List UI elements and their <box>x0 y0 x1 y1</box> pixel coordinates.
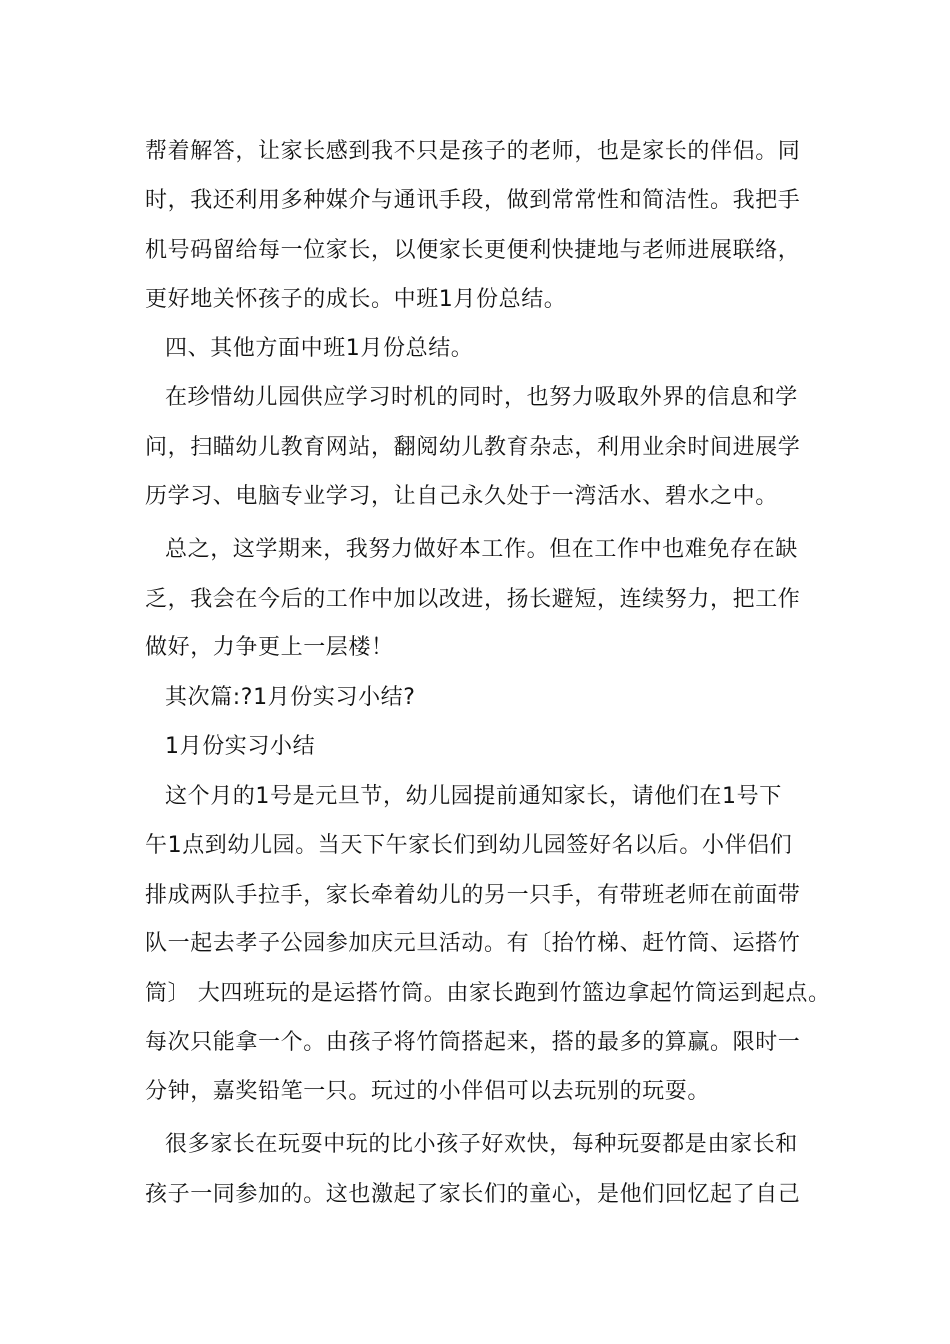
text-line: 时，我还利用多种媒介与通讯手段，做到常常性和简洁性。我把手 <box>145 188 801 213</box>
text-line: 筒〕 大四班玩的是运搭竹筒。由家长跑到竹篮边拿起竹筒运到起点。 <box>145 981 831 1006</box>
section-heading: 1月份实习小结 <box>165 734 316 759</box>
text-line: 孩子一同参加的。这也激起了家长们的童心，是他们回忆起了自己 <box>145 1182 801 1207</box>
text-line: 乏，我会在今后的工作中加以改进，扬长避短，连续努力，把工作 <box>145 587 801 612</box>
section-heading: 其次篇:?1月份实习小结? <box>165 685 416 710</box>
text-line: 更好地关怀孩子的成长。中班1月份总结。 <box>145 287 567 312</box>
text-line: 在珍惜幼儿园供应学习时机的同时，也努力吸取外界的信息和学 <box>165 385 798 410</box>
text-line: 很多家长在玩耍中玩的比小孩子好欢快，每种玩耍都是由家长和 <box>165 1132 798 1157</box>
text-line: 历学习、电脑专业学习，让自己永久处于一湾活水、碧水之中。 <box>145 484 778 509</box>
text-line: 这个月的1号是元旦节，幼儿园提前通知家长，请他们在1号下 <box>165 784 782 809</box>
text-line: 做好，力争更上一层楼！ <box>145 635 394 660</box>
text-line: 帮着解答，让家长感到我不只是孩子的老师，也是家长的伴侣。同 <box>145 139 801 164</box>
text-line: 分钟，嘉奖铅笔一只。玩过的小伴侣可以去玩别的玩耍。 <box>145 1079 711 1104</box>
text-line: 问，扫瞄幼儿教育网站，翻阅幼儿教育杂志，利用业余时间进展学 <box>145 435 801 460</box>
text-line: 队一起去孝子公园参加庆元旦活动。有〔抬竹梯、赶竹筒、运搭竹 <box>145 931 801 956</box>
text-line: 排成两队手拉手，家长牵着幼儿的另一只手，有带班老师在前面带 <box>145 883 801 908</box>
text-line: 机号码留给每一位家长，以便家长更便利快捷地与老师进展联络， <box>145 238 801 263</box>
section-heading: 四、其他方面中班1月份总结。 <box>165 336 474 361</box>
text-line: 每次只能拿一个。由孩子将竹筒搭起来，搭的最多的算赢。限时一 <box>145 1030 801 1055</box>
text-line: 午1点到幼儿园。当天下午家长们到幼儿园签好名以后。小伴侣们 <box>145 833 793 858</box>
text-line: 总之，这学期来，我努力做好本工作。但在工作中也难免存在缺 <box>165 537 798 562</box>
